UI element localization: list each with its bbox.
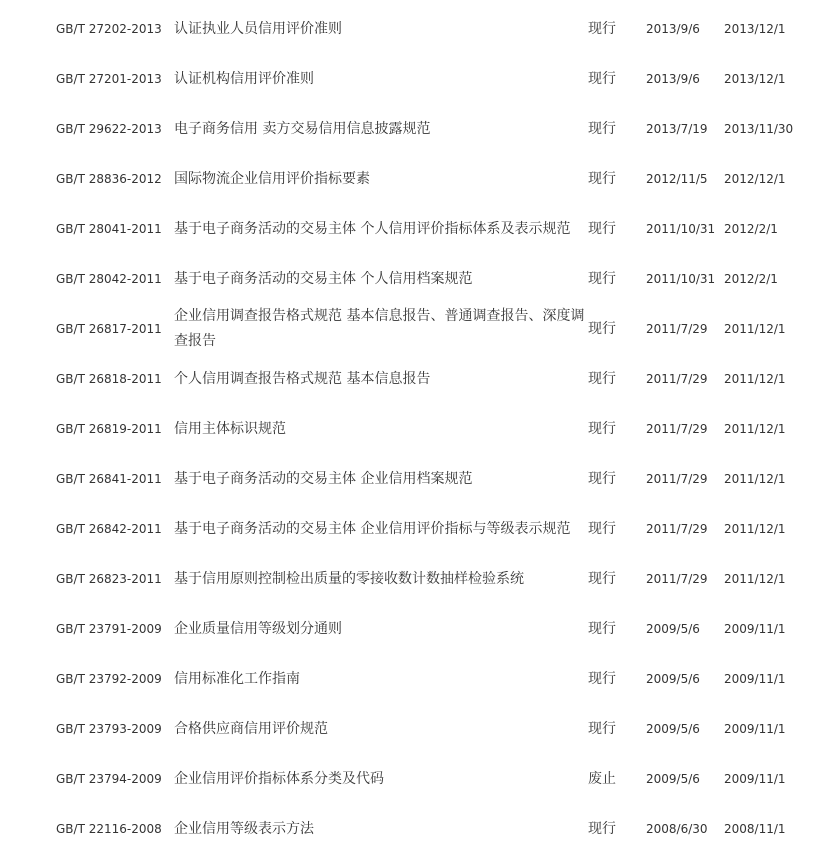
implement-date: 2011/12/1 <box>724 371 786 386</box>
standard-name: 基于电子商务活动的交易主体 个人信用评价指标体系及表示规范 <box>174 220 571 237</box>
implement-date: 2011/12/1 <box>724 421 786 436</box>
standard-name: 信用主体标识规范 <box>174 420 286 437</box>
status-cell: 现行 <box>588 20 616 37</box>
publish-date: 2011/7/29 <box>646 471 708 486</box>
status-cell: 现行 <box>588 320 616 337</box>
status-cell: 现行 <box>588 820 616 837</box>
publish-date: 2009/5/6 <box>646 671 700 686</box>
implement-date: 2011/12/1 <box>724 321 786 336</box>
standard-name: 企业信用评价指标体系分类及代码 <box>174 770 384 787</box>
status-cell: 现行 <box>588 720 616 737</box>
status-cell: 现行 <box>588 670 616 687</box>
publish-date: 2013/7/19 <box>646 121 708 136</box>
publish-date: 2013/9/6 <box>646 21 700 36</box>
publish-date: 2009/5/6 <box>646 721 700 736</box>
standard-name: 基于信用原则控制检出质量的零接收数计数抽样检验系统 <box>174 570 524 587</box>
status-cell: 现行 <box>588 420 616 437</box>
standard-name: 国际物流企业信用评价指标要素 <box>174 170 370 187</box>
standard-code: GB/T 26819-2011 <box>56 421 162 436</box>
table-row <box>56 104 796 154</box>
standard-name: 企业信用调查报告格式规范 基本信息报告、普通调查报告、深度调查报告 <box>174 308 585 349</box>
implement-date: 2009/11/1 <box>724 771 786 786</box>
status-cell: 现行 <box>588 170 616 187</box>
status-cell: 现行 <box>588 520 616 537</box>
implement-date: 2009/11/1 <box>724 621 786 636</box>
standard-code: GB/T 26818-2011 <box>56 371 162 386</box>
table-row <box>56 4 796 54</box>
publish-date: 2008/6/30 <box>646 821 708 836</box>
standard-code: GB/T 22116-2008 <box>56 821 162 836</box>
publish-date: 2011/7/29 <box>646 421 708 436</box>
standard-code: GB/T 23794-2009 <box>56 771 162 786</box>
implement-date: 2012/2/1 <box>724 221 778 236</box>
standard-code: GB/T 28836-2012 <box>56 171 162 186</box>
standard-code: GB/T 26823-2011 <box>56 571 162 586</box>
standard-code: GB/T 27201-2013 <box>56 71 162 86</box>
table-row <box>56 54 796 104</box>
publish-date: 2011/7/29 <box>646 521 708 536</box>
standard-name: 企业信用等级表示方法 <box>174 820 314 837</box>
table-row <box>56 454 796 504</box>
standard-code: GB/T 29622-2013 <box>56 121 162 136</box>
table-row <box>56 154 796 204</box>
table-row <box>56 304 796 354</box>
status-cell: 现行 <box>588 570 616 587</box>
publish-date: 2013/9/6 <box>646 71 700 86</box>
standard-code: GB/T 26842-2011 <box>56 521 162 536</box>
implement-date: 2011/12/1 <box>724 471 786 486</box>
table-row <box>56 254 796 304</box>
standard-name: 基于电子商务活动的交易主体 企业信用档案规范 <box>174 470 473 487</box>
standards-table <box>56 4 796 854</box>
status-cell: 现行 <box>588 370 616 387</box>
implement-date: 2013/11/30 <box>724 121 794 136</box>
implement-date: 2012/2/1 <box>724 271 778 286</box>
publish-date: 2009/5/6 <box>646 621 700 636</box>
standard-code: GB/T 23792-2009 <box>56 671 162 686</box>
standard-code: GB/T 26841-2011 <box>56 471 162 486</box>
status-cell: 现行 <box>588 470 616 487</box>
table-row <box>56 604 796 654</box>
table-row <box>56 704 796 754</box>
status-cell: 现行 <box>588 220 616 237</box>
implement-date: 2011/12/1 <box>724 571 786 586</box>
standard-name: 基于电子商务活动的交易主体 企业信用评价指标与等级表示规范 <box>174 520 571 537</box>
table-row <box>56 404 796 454</box>
publish-date: 2011/10/31 <box>646 271 716 286</box>
standard-code: GB/T 23791-2009 <box>56 621 162 636</box>
implement-date: 2009/11/1 <box>724 721 786 736</box>
implement-date: 2012/12/1 <box>724 171 786 186</box>
standard-name: 个人信用调查报告格式规范 基本信息报告 <box>174 370 431 387</box>
implement-date: 2011/12/1 <box>724 521 786 536</box>
publish-date: 2011/7/29 <box>646 321 708 336</box>
publish-date: 2011/10/31 <box>646 221 716 236</box>
status-cell: 现行 <box>588 70 616 87</box>
standard-code: GB/T 26817-2011 <box>56 321 162 336</box>
table-row <box>56 754 796 804</box>
table-row <box>56 804 796 854</box>
status-cell: 现行 <box>588 270 616 287</box>
implement-date: 2013/12/1 <box>724 21 786 36</box>
status-cell: 废止 <box>588 770 616 787</box>
standard-code: GB/T 28041-2011 <box>56 221 162 236</box>
standard-name: 基于电子商务活动的交易主体 个人信用档案规范 <box>174 270 473 287</box>
implement-date: 2013/12/1 <box>724 71 786 86</box>
publish-date: 2009/5/6 <box>646 771 700 786</box>
standard-name: 信用标准化工作指南 <box>174 670 300 687</box>
implement-date: 2009/11/1 <box>724 671 786 686</box>
publish-date: 2012/11/5 <box>646 171 708 186</box>
standard-code: GB/T 23793-2009 <box>56 721 162 736</box>
table-row <box>56 504 796 554</box>
table-row <box>56 654 796 704</box>
status-cell: 现行 <box>588 120 616 137</box>
standard-name: 电子商务信用 卖方交易信用信息披露规范 <box>174 120 431 137</box>
publish-date: 2011/7/29 <box>646 371 708 386</box>
table-row <box>56 554 796 604</box>
standard-code: GB/T 27202-2013 <box>56 21 162 36</box>
standard-name: 合格供应商信用评价规范 <box>174 720 328 737</box>
standard-name: 认证机构信用评价准则 <box>174 70 314 87</box>
standard-name: 认证执业人员信用评价准则 <box>174 20 342 37</box>
table-row <box>56 204 796 254</box>
standard-code: GB/T 28042-2011 <box>56 271 162 286</box>
status-cell: 现行 <box>588 620 616 637</box>
publish-date: 2011/7/29 <box>646 571 708 586</box>
implement-date: 2008/11/1 <box>724 821 786 836</box>
standard-name: 企业质量信用等级划分通则 <box>174 620 342 637</box>
table-row <box>56 354 796 404</box>
